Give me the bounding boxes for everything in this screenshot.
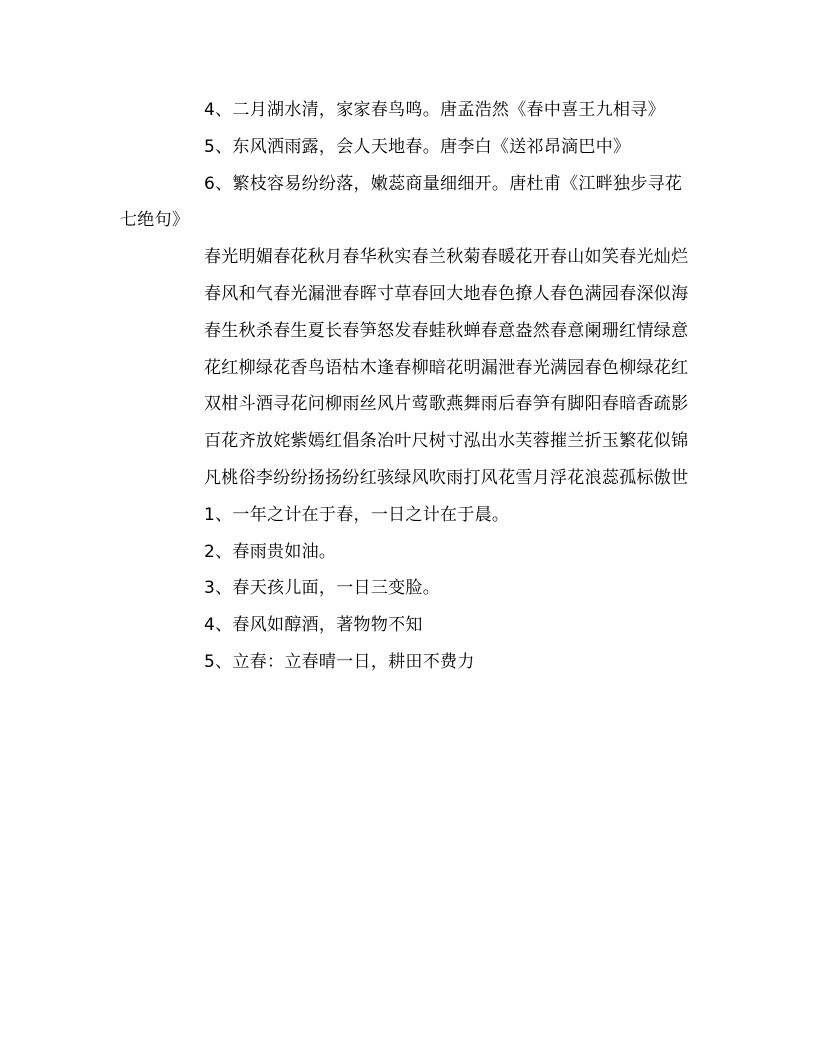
idiom-paragraph-7: 凡桃俗李纷纷扬扬纷红骇绿风吹雨打风花雪月浮花浪蕊孤标傲世 bbox=[204, 467, 689, 488]
idiom-paragraph-5: 双柑斗酒寻花问柳雨丝风片莺歌燕舞雨后春笋有脚阳春暗香疏影 bbox=[204, 394, 689, 415]
idiom-paragraph-4: 花红柳绿花香鸟语枯木逢春柳暗花明漏泄春光满园春色柳绿花红 bbox=[204, 357, 689, 378]
idiom-paragraph-2: 春风和气春光漏泄春晖寸草春回大地春色撩人春色满园春深似海 bbox=[204, 283, 689, 304]
document-body bbox=[120, 92, 694, 681]
idiom-paragraph-1: 春光明媚春花秋月春华秋实春兰秋菊春暖花开春山如笑春光灿烂 bbox=[204, 247, 689, 268]
idiom-paragraph-3: 春生秋杀春生夏长春笋怒发春蛙秋蝉春意盎然春意阑珊红情绿意 bbox=[204, 320, 689, 341]
proverb-2: 2、春雨贵如油。 bbox=[204, 541, 337, 562]
poem-line-4: 4、二月湖水清，家家春鸟鸣。唐孟浩然《春中喜王九相寻》 bbox=[204, 100, 665, 120]
proverb-3: 3、春天孩儿面，一日三变脸。 bbox=[204, 578, 441, 599]
poem-line-6: 6、繁枝容易纷纷落，嫩蕊商量细细开。唐杜甫《江畔独步寻花七绝句》 bbox=[120, 173, 683, 231]
proverb-5: 5、立春：立春晴一日，耕田不费力 bbox=[204, 651, 475, 672]
proverb-4: 4、春风如醇酒，著物物不知 bbox=[204, 615, 423, 636]
proverb-1: 1、一年之计在于春，一日之计在于晨。 bbox=[204, 504, 510, 525]
poem-line-5: 5、东风洒雨露，会人天地春。唐李白《送祁昂滴巴中》 bbox=[204, 136, 631, 157]
idiom-paragraph-6: 百花齐放姹紫嫣红倡条冶叶尺树寸泓出水芙蓉摧兰折玉繁花似锦 bbox=[204, 431, 689, 452]
